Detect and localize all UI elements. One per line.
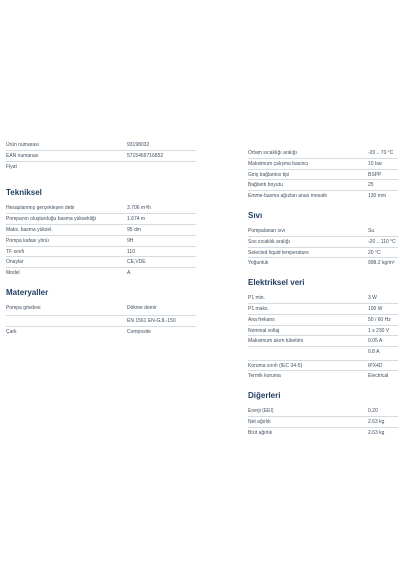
spec-value: 10 bar bbox=[368, 160, 383, 167]
spec-value: 1 x 230 V bbox=[368, 327, 390, 334]
spec-label: Çark bbox=[6, 329, 17, 336]
spec-value: -20 .. 110 °C bbox=[368, 238, 396, 245]
spec-value: EN 1561 EN-GJL-150 bbox=[127, 318, 176, 325]
spec-row bbox=[248, 226, 398, 237]
spec-label: Giriş bağlantısı tipi bbox=[248, 171, 290, 178]
spec-row bbox=[6, 316, 196, 327]
spec-value: 2.63 kg bbox=[368, 419, 385, 426]
spec-label: Selected liquid temperature bbox=[248, 249, 309, 256]
spec-label: Pompanın oluşturduğu basma yüksekliği bbox=[6, 216, 96, 223]
section-title-tekniksel: Tekniksel bbox=[6, 188, 42, 198]
spec-label: Sıvı sıcaklık aralığı bbox=[248, 238, 290, 245]
spec-row bbox=[248, 428, 398, 439]
spec-value: Composite bbox=[127, 329, 151, 336]
spec-label: Maksimum akım tüketimi bbox=[248, 338, 304, 345]
spec-row bbox=[6, 214, 196, 225]
spec-row bbox=[6, 140, 196, 151]
spec-value: 95 dm bbox=[127, 226, 141, 233]
spec-row bbox=[6, 225, 196, 236]
spec-value: 130 mm bbox=[368, 193, 387, 200]
section-title-digerleri: Diğerleri bbox=[248, 391, 281, 401]
spec-value: 100 W bbox=[368, 305, 383, 312]
spec-row bbox=[6, 203, 196, 214]
spec-value: 2.63 kg bbox=[368, 429, 385, 436]
spec-value: Dökme demir bbox=[127, 304, 157, 311]
spec-row bbox=[248, 180, 398, 191]
section-title-elektriksel-veri: Elektriksel veri bbox=[248, 278, 305, 288]
spec-row bbox=[248, 361, 398, 372]
spec-value: 93198032 bbox=[127, 142, 150, 148]
spec-row bbox=[6, 236, 196, 247]
spec-value: 3.706 m³/h bbox=[127, 205, 151, 212]
spec-row bbox=[248, 237, 398, 248]
spec-row bbox=[248, 258, 398, 269]
spec-column-left bbox=[6, 140, 196, 338]
spec-row bbox=[6, 257, 196, 268]
spec-label: Pompa kafası yönü bbox=[6, 237, 49, 244]
spec-row bbox=[248, 326, 398, 337]
spec-label: Ortam sıcaklığı aralığı bbox=[248, 150, 297, 156]
spec-label: Maksimum çalışma basıncı bbox=[248, 160, 309, 167]
spec-row bbox=[248, 148, 398, 159]
spec-label: Brüt ağırlık bbox=[248, 429, 273, 436]
spec-label: Net ağırlık bbox=[248, 419, 271, 426]
spec-label: Fiyat bbox=[6, 163, 17, 170]
spec-value: 110 bbox=[127, 248, 135, 255]
spec-value: A bbox=[127, 270, 131, 277]
spec-label: P1 min. bbox=[248, 295, 265, 302]
spec-value: 5715469716852 bbox=[127, 152, 164, 159]
spec-value: CE,VDE bbox=[127, 259, 146, 266]
spec-label: Bağlantı boyutu bbox=[248, 182, 283, 189]
spec-row bbox=[6, 247, 196, 258]
spec-label: Onaylar bbox=[6, 259, 24, 266]
spec-label: Koruma sınıfı (IEC 34-5) bbox=[248, 362, 303, 369]
spec-value: 1.674 m bbox=[127, 216, 146, 223]
spec-value: 0.20 bbox=[368, 408, 378, 415]
spec-row bbox=[248, 315, 398, 326]
section-title-sivi: Sıvı bbox=[248, 210, 263, 220]
spec-value: 3 W bbox=[368, 295, 377, 302]
spec-label: Emme-basma ağızları arası mesafe bbox=[248, 193, 328, 200]
spec-row bbox=[248, 336, 398, 347]
spec-value: 9H bbox=[127, 237, 134, 244]
spec-label: Pompa gövdesi bbox=[6, 304, 41, 311]
spec-label: Enerji (EEI) bbox=[248, 408, 274, 415]
spec-label: Maks. basma yüksel. bbox=[6, 226, 53, 233]
spec-value: 25 bbox=[368, 182, 374, 189]
spec-value: -20 .. 70 °C bbox=[368, 150, 394, 156]
spec-row bbox=[248, 248, 398, 259]
spec-row bbox=[248, 191, 398, 202]
spec-value: 50 / 60 Hz bbox=[368, 316, 391, 323]
spec-row bbox=[248, 170, 398, 181]
spec-row bbox=[6, 268, 196, 279]
spec-label: Hesaplanmış gerçekleşen debi bbox=[6, 205, 75, 212]
spec-row bbox=[248, 293, 398, 304]
spec-label: Nominal voltaj bbox=[248, 327, 280, 334]
spec-row bbox=[6, 327, 196, 338]
spec-value: 20 °C bbox=[368, 249, 381, 256]
section-title-materyaller: Materyaller bbox=[6, 287, 49, 297]
spec-value: Electrical bbox=[368, 373, 389, 380]
spec-value: BSPP bbox=[368, 171, 382, 178]
spec-row bbox=[248, 304, 398, 315]
spec-row bbox=[248, 417, 398, 428]
spec-label: TF sınıfı bbox=[6, 248, 25, 255]
spec-value: 0.8 A bbox=[368, 349, 380, 356]
spec-column-right bbox=[248, 148, 398, 439]
spec-row bbox=[248, 371, 398, 382]
spec-row bbox=[248, 347, 398, 361]
spec-label: Termik koruma bbox=[248, 373, 281, 380]
spec-value: 998.2 kg/m³ bbox=[368, 260, 395, 267]
spec-value: IPX4D bbox=[368, 362, 383, 369]
spec-label: Ürün numarası bbox=[6, 142, 40, 148]
spec-row bbox=[6, 303, 196, 317]
spec-value: Su bbox=[368, 227, 375, 234]
spec-row bbox=[248, 159, 398, 170]
spec-row bbox=[6, 162, 196, 173]
spec-label: Ana frekans bbox=[248, 316, 275, 323]
spec-label: EAN numarası bbox=[6, 152, 39, 159]
spec-row bbox=[248, 406, 398, 417]
spec-label: P1 maks. bbox=[248, 305, 269, 312]
spec-row bbox=[6, 151, 196, 162]
spec-label: Yoğunluk bbox=[248, 260, 269, 267]
spec-label: Model bbox=[6, 270, 20, 277]
spec-value: 0.05 A bbox=[368, 338, 383, 345]
spec-label: Pompalanan sıvı bbox=[248, 227, 286, 234]
